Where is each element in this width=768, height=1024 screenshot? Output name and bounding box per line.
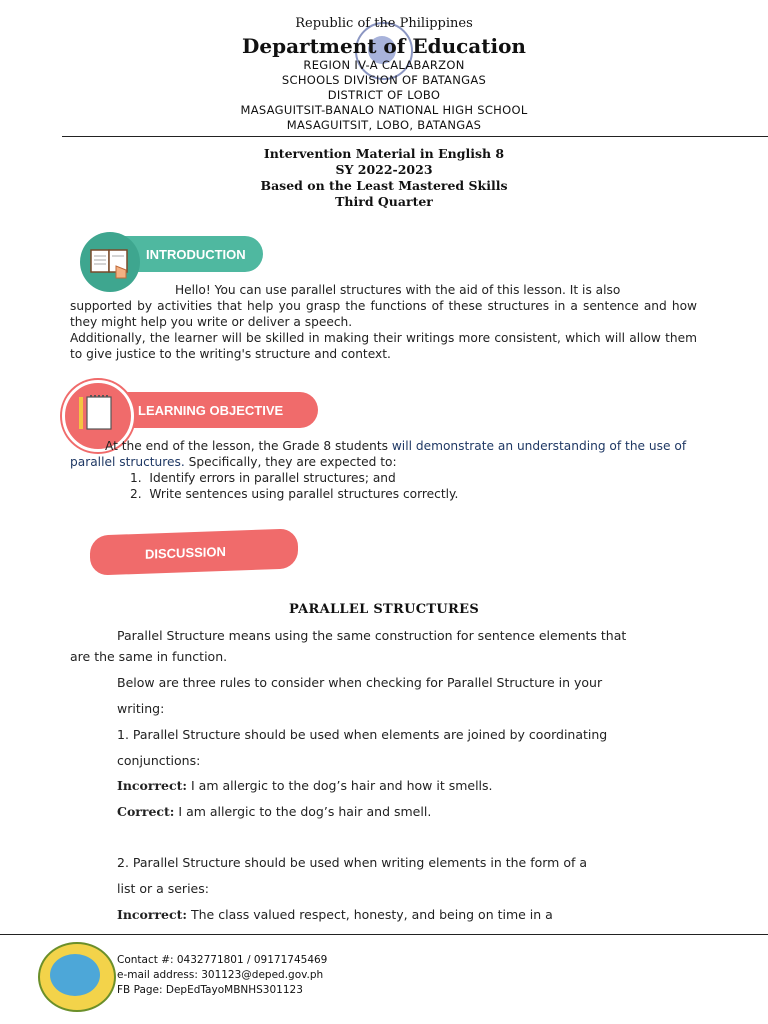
incorrect-label: Incorrect:: [117, 778, 188, 793]
objective-item-2-number: 2.: [130, 487, 142, 501]
book-icon: [80, 232, 140, 292]
rule-1-line-1: 1. Parallel Structure should be used when elements are joined by coordinating: [117, 727, 608, 742]
footer-fb-page: FB Page: DepEdTayoMBNHS301123: [117, 984, 303, 996]
intro-paragraph-1-start: Hello! You can use parallel structures with the aid of this lesson. It is also: [175, 283, 621, 297]
incorrect-example-1: I am allergic to the dog’s hair and how it smells.: [191, 778, 493, 793]
objective-lead: [70, 438, 700, 470]
rule-1-correct: [117, 804, 431, 819]
objective-item-1: [130, 470, 396, 486]
introduction-heading: INTRODUCTION: [146, 246, 246, 262]
correct-label: Correct:: [117, 804, 175, 819]
rules-intro-line-1: Below are three rules to consider when checking for Parallel Structure in your: [117, 675, 603, 690]
incorrect-example-2: The class valued respect, honesty, and being on time in a: [191, 907, 553, 922]
rule-2-line-1: 2. Parallel Structure should be used when writing elements in the form of a: [117, 855, 588, 870]
rule-2-line-2: list or a series:: [117, 881, 209, 896]
definition-line-2: are the same in function.: [70, 649, 228, 664]
objective-lead-tail: Specifically, they are expected to:: [184, 455, 397, 469]
objective-item-1-text: Identify errors in parallel structures; and: [149, 471, 396, 485]
header-school: MASAGUITSIT-BANALO NATIONAL HIGH SCHOOL: [240, 103, 528, 117]
header-address: MASAGUITSIT, LOBO, BATANGAS: [286, 118, 482, 132]
footer-divider: [0, 934, 768, 935]
header-republic: Republic of the Philippines: [295, 16, 473, 31]
footer-email: e-mail address: 301123@deped.gov.ph: [117, 969, 324, 981]
objective-lead-highlight: will demonstrate an understanding of the use of parallel structures.: [70, 439, 687, 469]
header-region: REGION IV-A CALABARZON: [303, 58, 465, 72]
rules-intro-line-2: writing:: [117, 701, 165, 716]
rule-2-incorrect: [117, 907, 553, 922]
rule-1-line-2: conjunctions:: [117, 753, 201, 768]
title-line-2: SY 2022-2023: [335, 162, 433, 177]
learning-objective-heading: LEARNING OBJECTIVE: [138, 402, 284, 418]
learning-objective-banner: [110, 392, 318, 428]
header-district: DISTRICT OF LOBO: [327, 88, 441, 102]
header-division: SCHOOLS DIVISION OF BATANGAS: [281, 73, 487, 87]
title-line-4: Third Quarter: [335, 194, 433, 209]
discussion-title: PARALLEL STRUCTURES: [288, 602, 480, 617]
objective-item-2: [130, 486, 458, 502]
objective-lead-text: At the end of the lesson, the Grade 8 students: [105, 439, 392, 453]
intro-paragraph-2: Additionally, the learner will be skilled in making their writings more consistent, which will allow them to give justice to the writing's structure and context.: [70, 331, 697, 361]
title-line-1: Intervention Material in English 8: [263, 146, 505, 161]
definition-line-1: Parallel Structure means using the same construction for sentence elements that: [117, 628, 627, 643]
rule-1-incorrect: [117, 778, 493, 793]
intro-paragraph-1-rest: supported by activities that help you grasp the functions of these structures in a sentence and how they might help you write or deliver a speech.: [70, 299, 697, 329]
discussion-banner: [90, 528, 298, 575]
discussion-heading: DISCUSSION: [145, 543, 226, 562]
incorrect-label-2: Incorrect:: [117, 907, 188, 922]
header-department: Department of Education: [242, 34, 526, 58]
objective-item-1-number: 1.: [130, 471, 142, 485]
objective-item-2-text: Write sentences using parallel structures correctly.: [149, 487, 459, 501]
header-divider: [62, 136, 768, 137]
school-seal-center: [50, 954, 100, 996]
footer-contact: Contact #: 0432771801 / 09171745469: [117, 954, 328, 966]
correct-example-1: I am allergic to the dog’s hair and smell.: [178, 804, 432, 819]
title-line-3: Based on the Least Mastered Skills: [260, 178, 508, 193]
